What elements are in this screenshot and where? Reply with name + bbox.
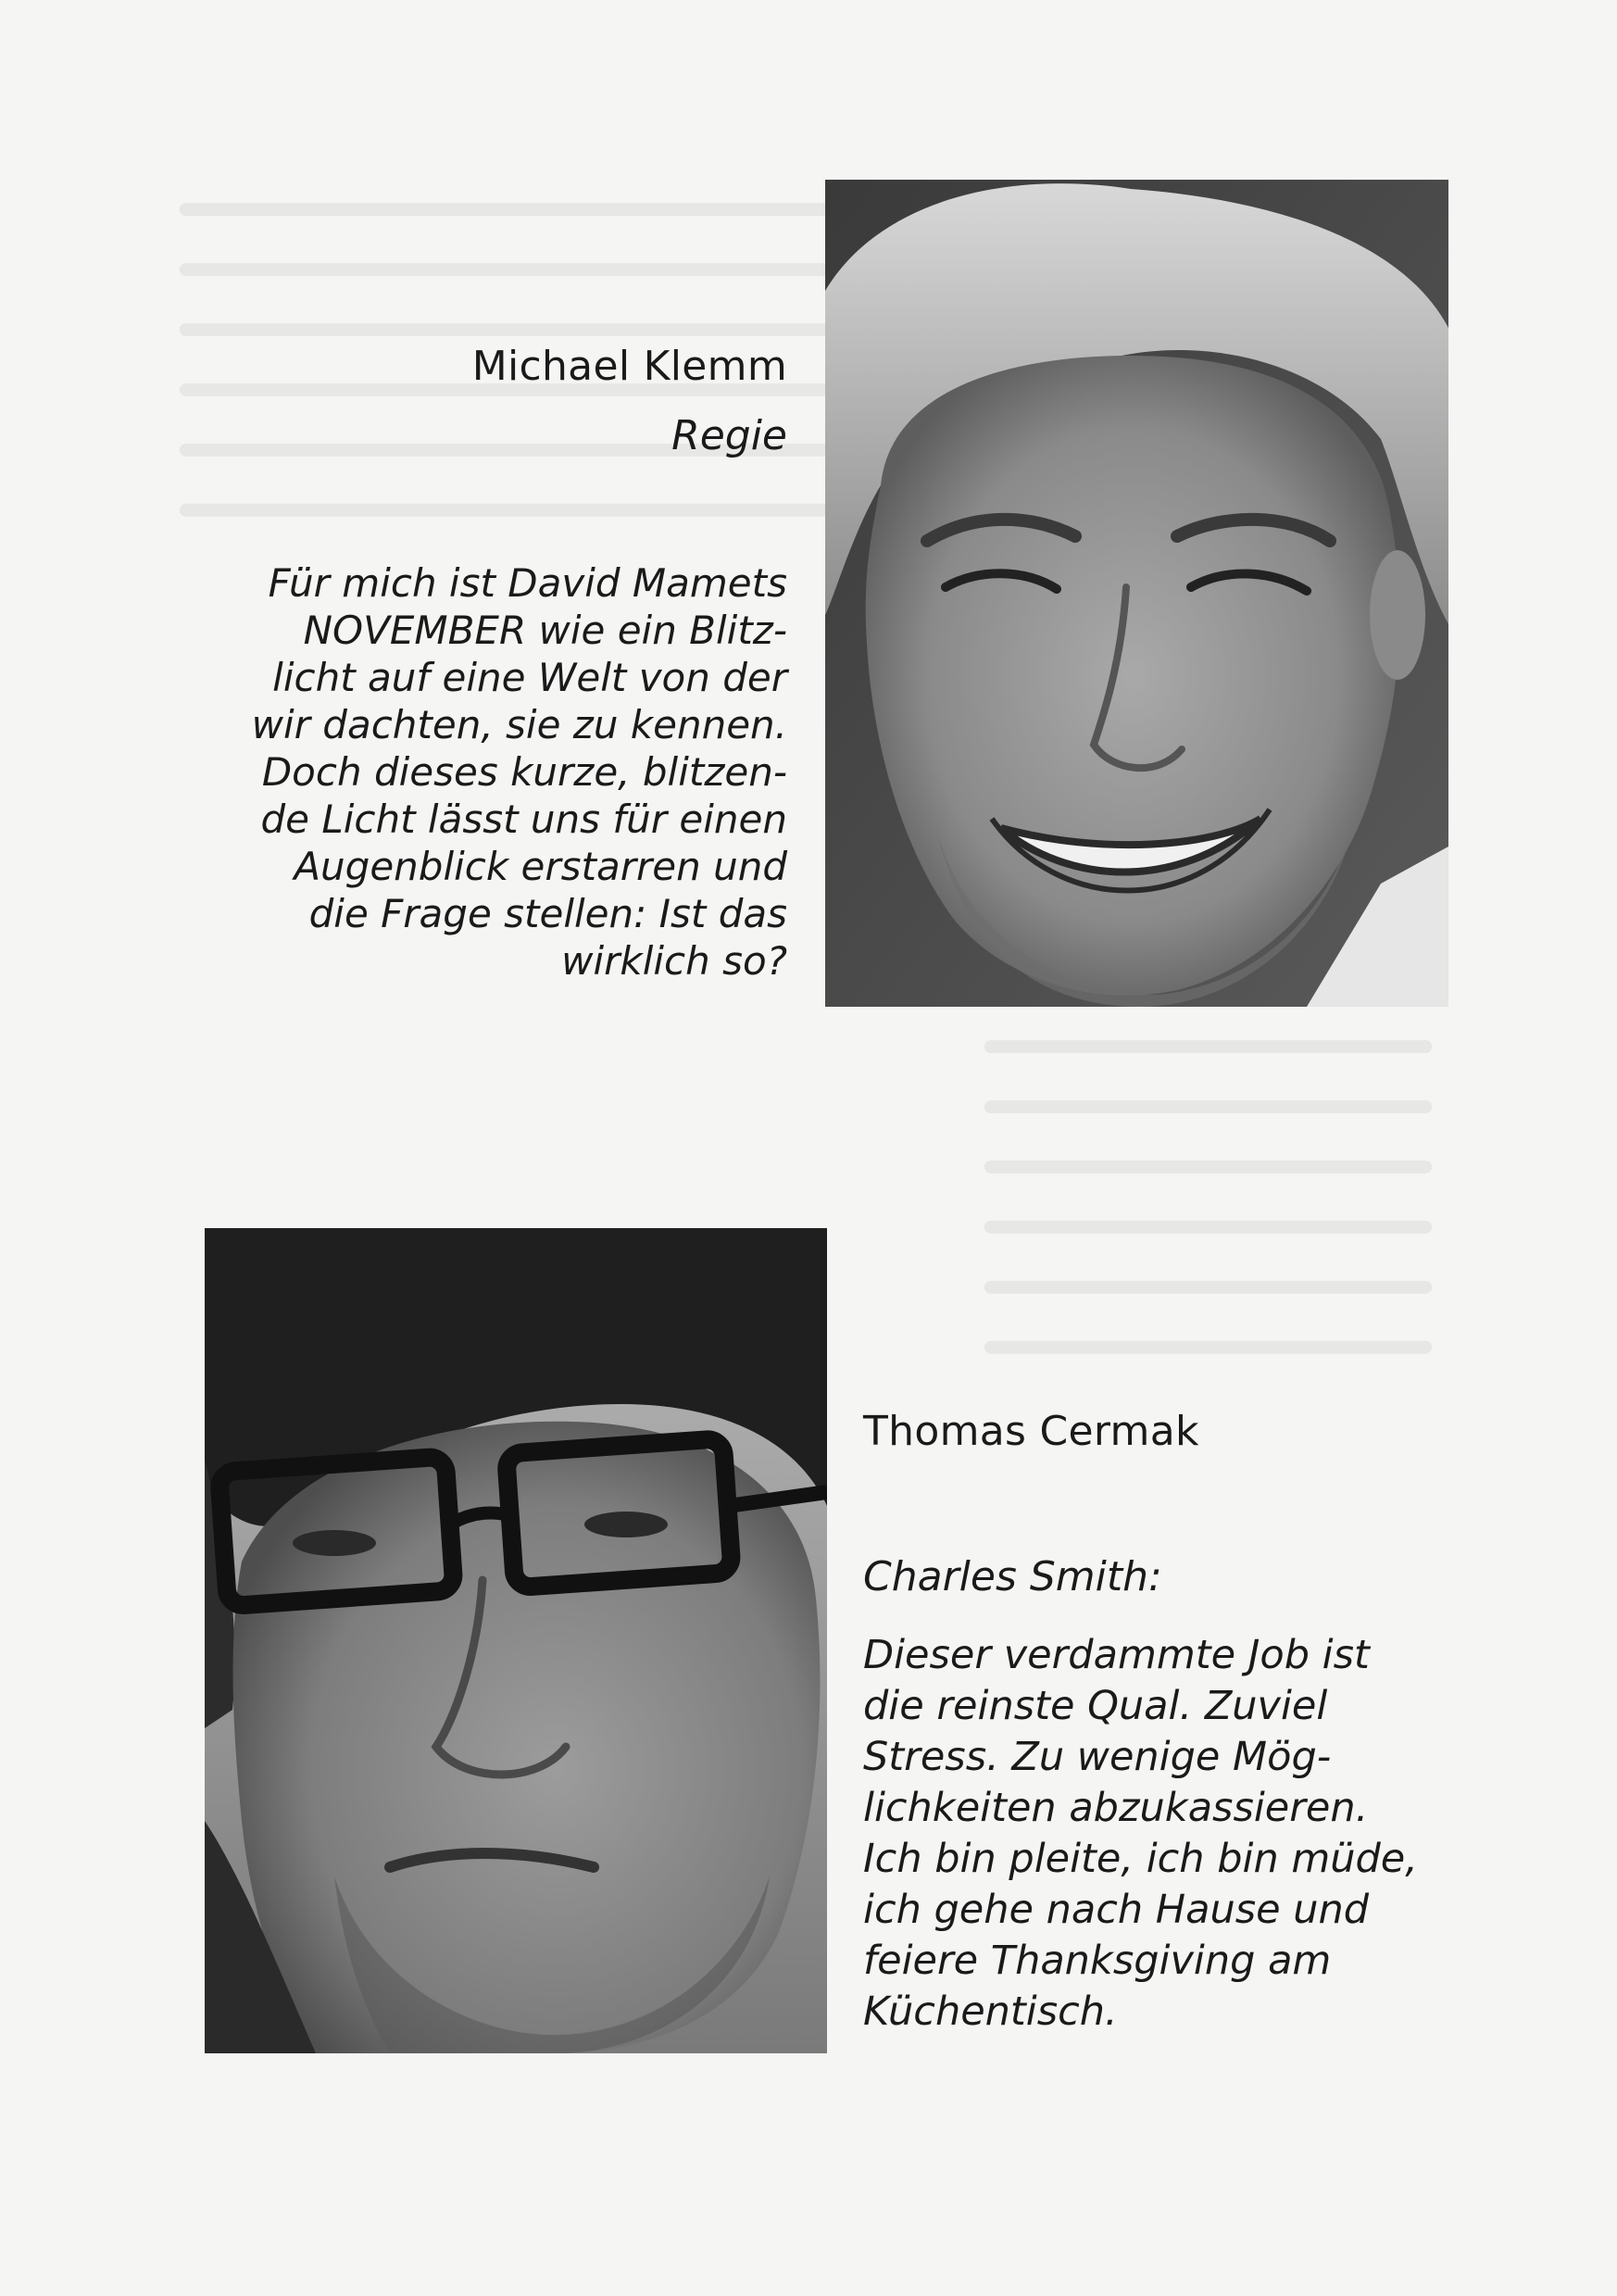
person2-quote: Dieser verdammte Job ist die reinste Qual. Zuviel Stress. Zu wenige Mög- lichkeiten abzukassieren. Ich bin pleite, ich bin müde, ich gehe nach Hause und feiere Thanksgiving am Küchentisch. [863,1632,1418,2035]
person1-quote: Für mich ist David Mamets NOVEMBER wie ein Blitz- licht auf eine Welt von der wir dachten, sie zu kennen. Doch dieses kurze, blitzen- de Licht lässt uns für einen Augenblick erstarren und die Frage stellen: Ist das wirklich so? [251,560,787,984]
person1-role: Regie [671,412,787,459]
person1-name: Michael Klemm [471,343,787,390]
person2-name: Thomas Cermak [863,1408,1199,1455]
portrait-michael-klemm [825,180,1448,1007]
person2-role: Charles Smith: [863,1553,1162,1600]
portrait-thomas-cermak [205,1228,827,2053]
